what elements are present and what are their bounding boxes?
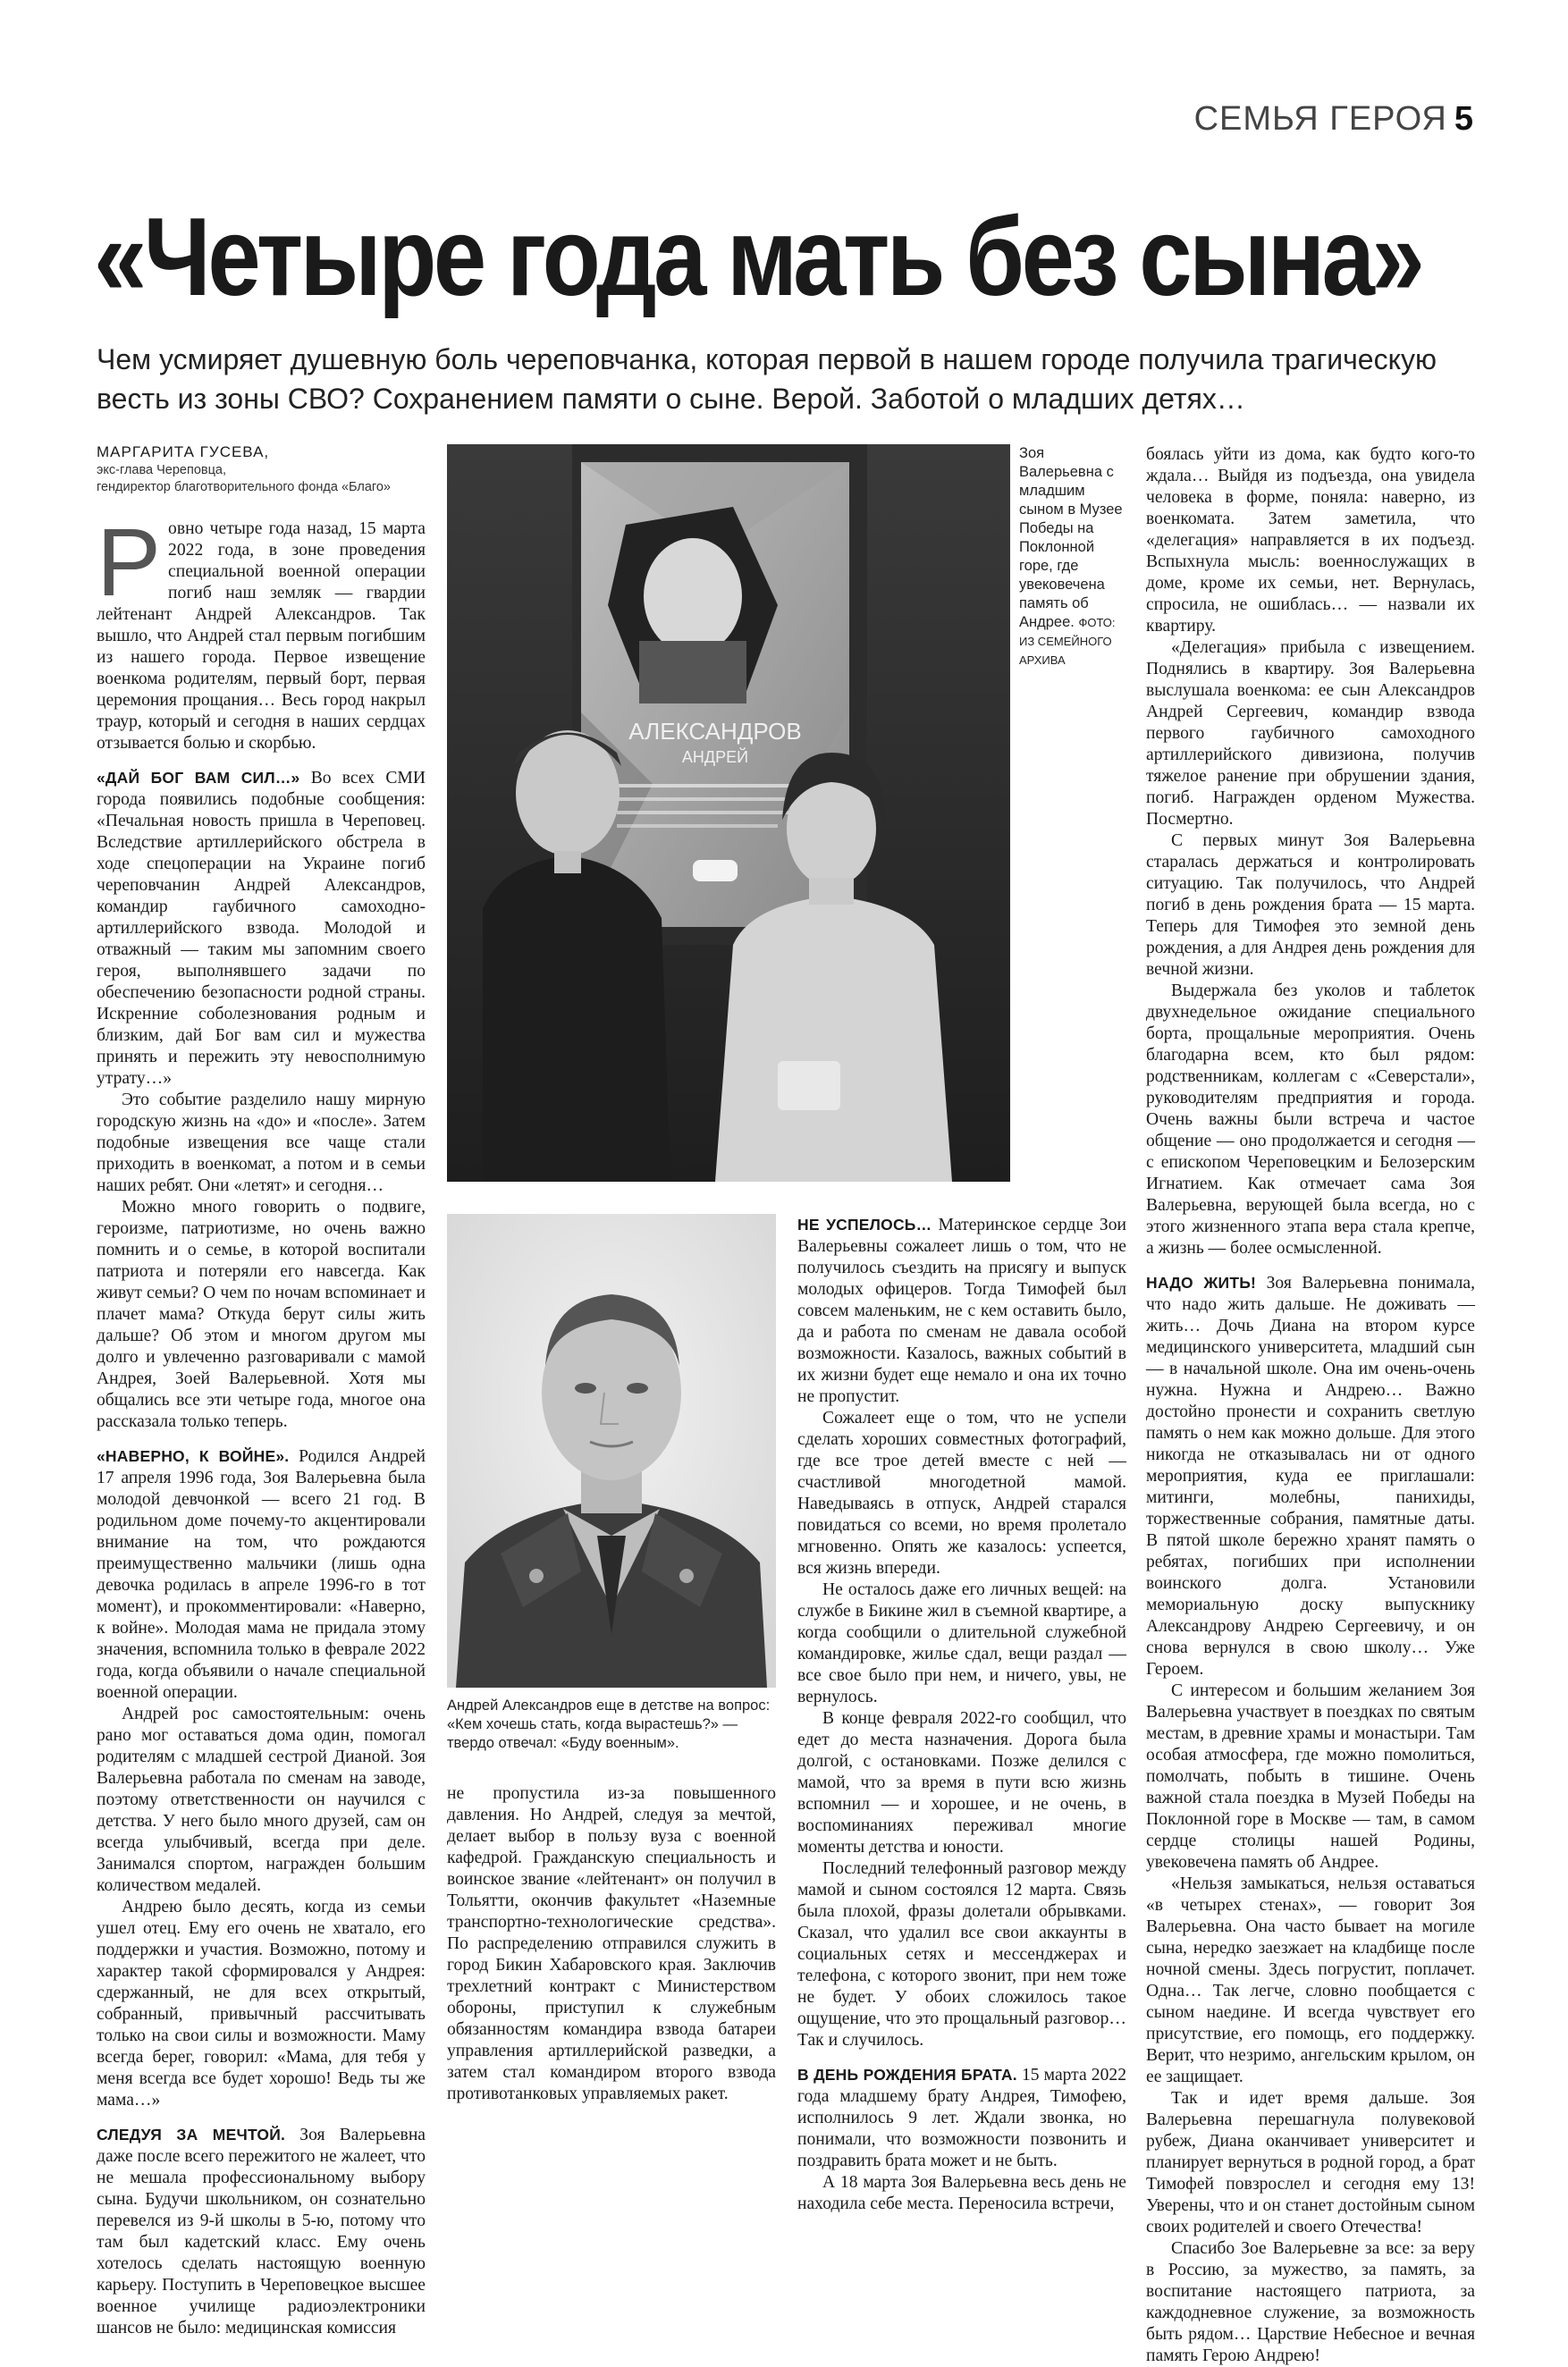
section-header	[1194, 100, 1474, 139]
col3-p5: Последний телефонный разговор между мамой и сыном состоялся 12 марта. Связь была плохой, фразы долетали обрывками. Сказал, что удалил все свои аккаунты в социальных сетях и мессенджерах и телефона, с которого звонит, при нем тоже не будет. У обоих сложилось такое ощущение, что это прощальный разговор… Так и случилось.	[797, 1859, 1126, 2050]
col2-p1: не пропустила из-за повышенного давления. Но Андрей, следуя за мечтой, делает выбор в пользу вуза с военной кафедрой. Гражданскую специальность и воинское звание «лейтенант» он получил в Тольятти, окончив факультет «Наземные транспортно-технологические средства». По распределению отправился служить в город Бикин Хабаровского края. Заключив трехлетний контракт с Министерством обороны, приступил к служебным обязанностям командира взвода батареи управления артиллерийской разведки, а затем стал командиром второго взвода противотанковых управляемых ракет.	[447, 1784, 776, 2103]
col1-p2: Во всех СМИ города появились подобные сообщения: «Печальная новость пришла в Череповец. Вследствие артиллерийского обстрела в ходе спецоперации на Украине погиб череповчанин Андрей Александров, командир гаубичного самоходно-артиллерийского взвода. Молодой и отважный — таким мы запомним своего героя, выполнявшего задачи по обеспечению безопасности родной страны. Искренние соболезнования родным и близким, дай Бог вам сил и мужества принять и пережить эту невосполнимую утрату…»	[97, 769, 426, 1088]
col1-p4: Можно много говорить о подвиге, героизме, патриотизме, но очень важно помнить и о семье, в которой воспитали патриота и потеряли его навсегда. Как живут семьи? О чем по ночам вспоминает и плачет мама? Откуда берут силы жить дальше? Об этом и многом другом мы долго и увлеченно разговаривали с мамой Андрея, Зоей Валерьевной. Хотя мы общались все эти четыре года, многое она рассказала только теперь.	[97, 1198, 426, 1431]
col3-p4: В конце февраля 2022-го сообщил, что едет до места назначения. Дорога была долгой, с остановками. Позже делился с мамой, что за время в пути всю жизнь вспомнил — и хорошее, и не очень, в воспоминаниях переживал многие моменты детства и юности.	[797, 1709, 1126, 1857]
col4-p9: Спасибо Зое Валерьевне за все: за веру в Россию, за мужество, за память, за воспитание настоящего патриота, за каждодневное служение, за возможность быть рядом… Царствие Небесное и вечная память Герою Андрею!	[1146, 2239, 1475, 2365]
photo-museum	[447, 444, 1010, 1182]
col4-p3: С первых минут Зоя Валерьевна старалась держаться и контролировать ситуацию. Так получилось, что Андрей погиб в день рождения брата — 15 марта. Теперь для Тимофея это земной день рождения, а для Андрея день рождения для вечной жизни.	[1146, 831, 1475, 979]
photo-portrait-caption: Андрей Александров еще в детстве на вопрос: «Кем хочешь стать, когда вырастешь?» — твердо отвечал: «Буду военным».	[447, 1697, 771, 1751]
subhead-3: СЛЕДУЯ ЗА МЕЧТОЙ.	[97, 2126, 286, 2144]
subhead-1: «ДАЙ БОГ ВАМ СИЛ…»	[97, 769, 300, 787]
col3-p6: 15 марта 2022 года младшему брату Андрея, Тимофею, исполнилось 9 лет. Ждали звонка, но понимали, что возможности позвонить и поздравить брата может и не быть.	[797, 2066, 1126, 2170]
col3-p1: Материнское сердце Зои Валерьевны сожалеет лишь о том, что не получилось съездить на присягу и выпуск молодых офицеров. Тогда Тимофей был совсем маленьким, не с кем оставить было, да и работа по сменам не давала особой возможности. Казалось, важных событий в их жизни будет еще немало и она их точно не пропустит.	[797, 1216, 1126, 1406]
col4-p4: Выдержала без уколов и таблеток двухнедельное ожидание специального борта, прощальные мероприятия. Очень благодарна всем, кто был рядом: родственникам, коллегам с «Северстали», руководителям предприятия и города. Очень важны были встреча и частое общение — оно продолжается и сегодня — с епископом Череповецким и Белозерским Игнатием. Как отмечает сама Зоя Валерьевна, верующей была всегда, но с этого жизненного этапа вера стала крепче, а жизнь — более осмысленной.	[1146, 981, 1475, 1258]
col4-p2: «Делегация» прибыла с извещением. Поднялись в квартиру. Зоя Валерьевна выслушала военкома: ее сын Александров Андрей Сергеевич, командир взвода первого гаубичного самоходного артиллерийского дивизиона, получив тяжелое ранение при обрушении здания, погиб. Награжден орденом Мужества. Посмертно.	[1146, 638, 1475, 829]
page-number: 5	[1454, 100, 1474, 138]
col1-p3: Это событие разделило нашу мирную городскую жизнь на «до» и «после». Затем подобные извещения все чаще стали приходить в военкомат, а потом и в семьи наших ребят. Они «летят» и сегодня…	[97, 1091, 426, 1195]
col4-p5: Зоя Валерьевна понимала, что надо жить дальше. Не доживать — жить… Дочь Диана на втором курсе медицинского университета, младший сын — в начальной школе. Она им очень-очень нужна. Нужна и Андрею… Важно достойно пронести и сохранить светлую память о нем как можно дольше. Для этого никогда не отказывалась ни от одного мероприятия, куда ее приглашали: митинги, молебны, панихиды, торжественные собрания, памятные даты. В пятой школе бережно хранят память о ребятах, погибших при исполнении воинского долга. Установили мемориальную доску выпускнику Александрову Андрею Сергеевичу, и он снова вернулся в свою школу… Уже Героем.	[1146, 1274, 1476, 1679]
photo-credit: ФОТО: ИЗ СЕМЕЙНОГО АРХИВА	[1019, 616, 1116, 667]
col4-p1: боялась уйти из дома, как будто кого-то ждала… Выйдя из подъезда, она увидела человека в форме, поняла: наверно, из военкомата. Затем заметила, что «делегация» направляется в их подъезд. Вспыхнула мысль: военнослужащих в доме, кроме их семьи, нет. Вернулась, спросила, не ошиблась… — назвали их квартиру.	[1146, 445, 1475, 636]
subhead-4: НЕ УСПЕЛОСЬ…	[797, 1216, 932, 1234]
photo-portrait	[447, 1214, 776, 1688]
col3-p2: Сожалеет еще о том, что не успели сделать хороших совместных фотографий, где все трое детей вместе с ней — счастливой многодетной мамой. Наведываясь в отпуск, Андрей старался повидаться со всеми, но время пролетало мгновенно. Опять же казалось: успеется, вся жизнь впереди.	[797, 1409, 1126, 1578]
author-name: МАРГАРИТА ГУСЕВА,	[97, 443, 270, 460]
board-name-2: АНДРЕЙ	[681, 748, 749, 766]
col3-p7: А 18 марта Зоя Валерьевна весь день не находила себе места. Переносила встречи,	[797, 2173, 1126, 2213]
col1-p1: овно четыре года назад, 15 марта 2022 года, в зоне проведения специальной военной операции погиб наш земляк — гвардии лейтенант Андрей Александров. Так вышло, что Андрей стал первым погибшим из нашего города. Первое извещение военкома родителям, первый борт, первая церемония прощания… Весь город накрыл траур, который и сегодня в наших сердцах отзывается болью и скорбью.	[97, 519, 426, 753]
col4-p7: «Нельзя замыкаться, нельзя оставаться «в четырех стенах», — говорит Зоя Валерьевна. Она часто бывает на могиле сына, нередко заезжает на кладбище после ночной смены. Здесь погрустит, поплачет. Одна… Так легче, словно пообщается с сыном наедине. И всегда чувствует его присутствие, его помощь, его поддержку. Верит, что незримо, ангельским крылом, он ее защищает.	[1146, 1874, 1475, 2086]
col4-p8: Так и идет время дальше. Зоя Валерьевна перешагнула полувековой рубеж, Диана оканчивает университет и планирует вернуться в родной город, а брат Тимофей повзрослел и сегодня ему 13! Уверены, что и он станет достойным сыном своих родителей и своего Отечества!	[1146, 2089, 1475, 2236]
subhead-2: «НАВЕРНО, К ВОЙНЕ».	[97, 1447, 290, 1465]
byline	[97, 442, 436, 496]
author-role-2: гендиректор благотворительного фонда «Благо»	[97, 480, 391, 494]
section-title: СЕМЬЯ ГЕРОЯ	[1193, 100, 1447, 138]
author-role-1: экс-глава Череповца,	[97, 463, 226, 477]
board-name-1: АЛЕКСАНДРОВ	[628, 718, 802, 745]
article-column-3	[797, 1214, 1126, 2215]
headline: «Четыре года мать без сына»	[94, 196, 1422, 319]
col1-p7: Андрею было десять, когда из семьи ушел отец. Ему его очень не хватало, его поддержки и участия. Возможно, потому и характер такой сформировался у Андрея: сдержанный, не для всех открытый, собранный, привычный рассчитывать только на свои силы и возможности. Маму всегда берег, говорил: «Мама, для тебя у меня всегда все будет хорошо! Ведь ты же мама…»	[97, 1898, 426, 2110]
article-column-4	[1146, 444, 1475, 2367]
dropcap: Р	[97, 508, 162, 616]
col1-p8: Зоя Валерьевна даже после всего пережитого не жалеет, что не мешала профессиональному выбору сына. Будучи школьником, он сознательно перевелся из 9-й школы в 5-ю, потому что там был кадетский класс. Ему очень хотелось сделать настоящую военную карьеру. Поступить в Череповецкое высшее военное училище радиоэлектроники шансов не было: медицинская комиссия	[97, 2126, 426, 2338]
photo-museum-caption	[1019, 444, 1126, 670]
col1-p5: Родился Андрей 17 апреля 1996 года, Зоя Валерьевна была молодой девчонкой — всего 21 год. В родильном доме почему-то акцентировали внимание на том, что рождаются преимущественно мальчики (лишь одна девочка родилась в апреле 1996-го в тот момент), и прокомментировали: «Наверно, к войне». Молодая мама не придала этому значения, вспомнила только в феврале 2022 года, когда объявили о начале специальной военной операции.	[97, 1447, 426, 1702]
subhead-6: НАДО ЖИТЬ!	[1146, 1274, 1257, 1292]
caption-text: Зоя Валерьевна с младшим сыном в Музее Победы на Поклонной горе, где увековечена память об Андрее.	[1019, 445, 1123, 630]
lead-paragraph: Чем усмиряет душевную боль череповчанка, которая первой в нашем городе получила трагическую весть из зоны СВО? Сохранением памяти о сыне. Верой. Заботой о младших детях…	[97, 343, 1437, 415]
subhead-5: В ДЕНЬ РОЖДЕНИЯ БРАТА.	[797, 2066, 1017, 2084]
col3-p3: Не осталось даже его личных вещей: на службе в Бикине жил в съемной квартире, а когда сообщили о длительной служебной командировке, жилье сдал, вещи раздал — все свое было при нем, и ничего, увы, не вернулось.	[797, 1580, 1126, 1706]
article-column-1	[97, 508, 426, 2339]
col4-p6: С интересом и большим желанием Зоя Валерьевна участвует в поездках по святым местам, в древние храмы и монастыри. Там особая атмосфера, где можно помолиться, помолчать, побыть в тишине. Очень важной стала поездка в Музей Победы на Поклонной горе в Москве — там, в самом сердце столицы нашей Родины, увековечена память об Андрее.	[1146, 1681, 1475, 1872]
article-column-2	[447, 1783, 776, 2105]
col1-p6: Андрей рос самостоятельным: очень рано мог оставаться дома один, помогал родителям с младшей сестрой Дианой. Зоя Валерьевна работала по сменам на заводе, поэтому ответственности он научился с детства. У него было много друзей, сам он всегда улыбчивый, всегда при деле. Занимался спортом, награжден большим количеством медалей.	[97, 1705, 426, 1895]
